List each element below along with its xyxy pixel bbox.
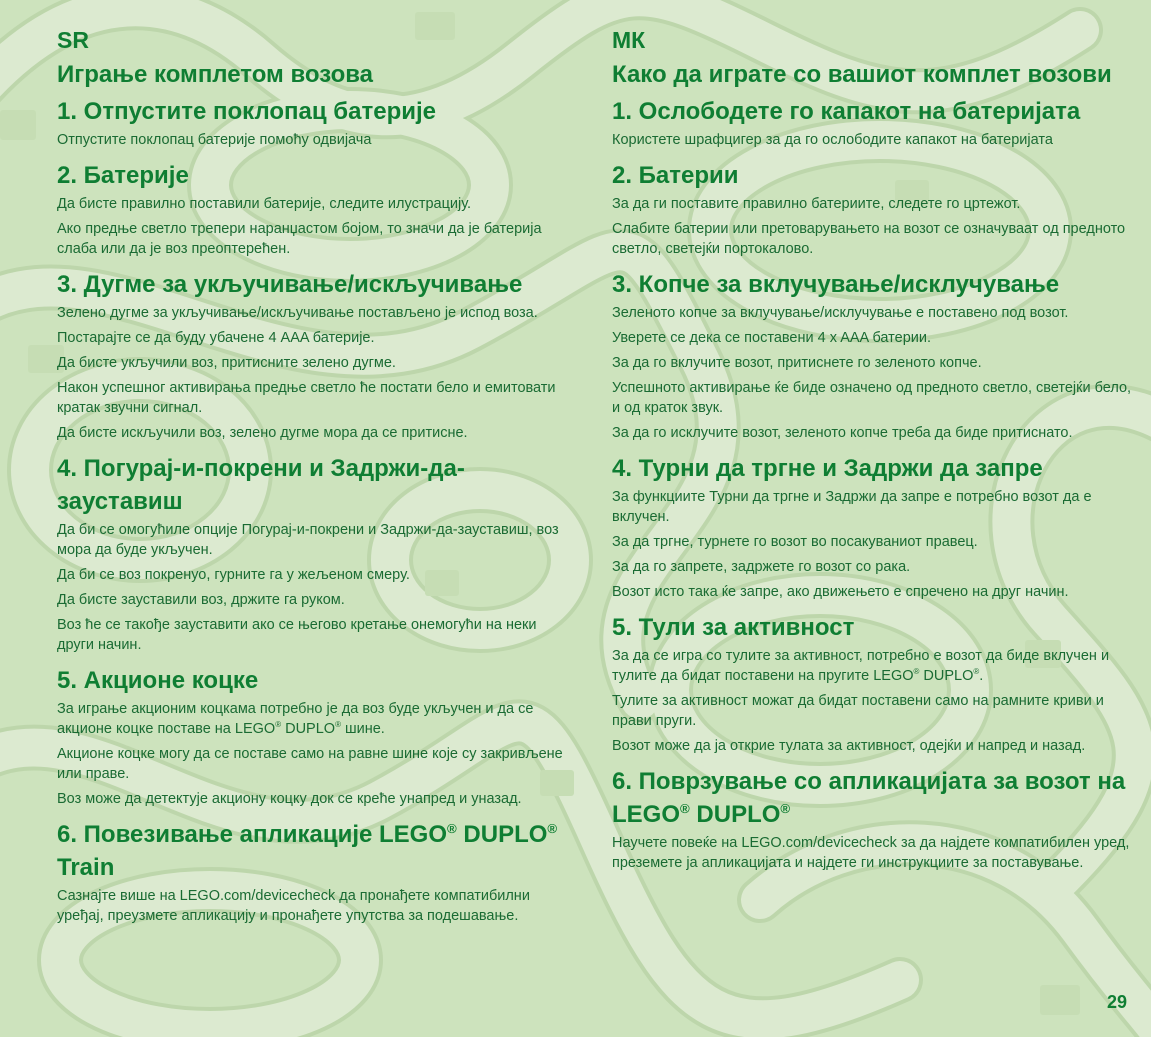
instruction-paragraph: Слабите батерии или претоварувањето на возот се означуваат од предното светло, светејќи портокалово. [612, 221, 1126, 257]
instruction-paragraph: Постарајте се да буду убачене 4 AAA батерије. [57, 330, 375, 346]
instruction-section [612, 765, 1132, 873]
instruction-section [612, 95, 1132, 150]
instruction-section [57, 452, 577, 655]
instruction-paragraph: Уверете се дека се поставени 4 x AAA батерии. [612, 330, 931, 346]
instruction-section [57, 268, 577, 443]
instruction-paragraph: За да ги поставите правилно батериите, следете го цртежот. [612, 196, 1021, 212]
section-title: Играње комплетом возова [57, 61, 374, 88]
instruction-section [612, 268, 1132, 443]
instruction-paragraph: За функциите Турни да тргне и Задржи да запре е потребно возот да е вклучен. [612, 489, 1092, 525]
instruction-paragraph: Отпустите поклопац батерије помоћу одвијача [57, 132, 372, 148]
registered-mark: ® [780, 801, 791, 816]
section-heading: 3. Копче за вклучување/исклучување [612, 271, 1060, 298]
section-heading: 6. Поврзување со апликацијата за возот на LEGO® DUPLO® [612, 768, 1126, 828]
registered-mark: ® [680, 801, 690, 816]
section-heading: 4. Турни да тргне и Задржи да запре [612, 455, 1043, 482]
section-heading: 2. Батерије [57, 162, 189, 189]
instruction-paragraph: Воз може да детектује акциону коцку док се креће унапред и уназад. [57, 791, 522, 807]
instruction-section [612, 611, 1132, 756]
section-heading: 1. Ослободете го капакот на батеријата [612, 98, 1081, 125]
section-heading: 2. Батерии [612, 162, 739, 189]
section-heading: 5. Акционе коцке [57, 667, 259, 694]
registered-mark: ® [913, 667, 920, 677]
section-heading: 4. Погурај-и-покрени и Задржи-да-зауставиш [57, 455, 465, 515]
instruction-paragraph: Да би се воз покренуо, гурните га у жељеном смеру. [57, 567, 410, 583]
column-macedonian [612, 28, 1132, 882]
section-heading: 6. Повезивање апликације LEGO® DUPLO® Train [57, 821, 558, 881]
instruction-paragraph: За да го исклучите возот, зеленото копче треба да биде притиснато. [612, 425, 1073, 441]
instruction-paragraph: Да бисте укључили воз, притисните зелено дугме. [57, 355, 396, 371]
sections-list [612, 95, 1132, 873]
sections-list [57, 95, 577, 926]
registered-mark: ® [447, 821, 457, 836]
instruction-paragraph: Акционе коцке могу да се поставе само на равне шине које су закривљене или праве. [57, 746, 563, 782]
instruction-paragraph: Да бисте искључили воз, зелено дугме мора да се притисне. [57, 425, 468, 441]
section-heading: 5. Тули за активност [612, 614, 855, 641]
section-title: Како да играте со вашиот комплет возови [612, 61, 1112, 88]
instruction-paragraph: Воз ће се такође зауставити ако се његово кретање онемогући на неки други начин. [57, 617, 537, 653]
instruction-paragraph: Да би се омогућиле опције Погурај-и-покрени и Задржи-да-зауставиш, воз мора да буде укључен. [57, 522, 559, 558]
instruction-paragraph: Успешното активирање ќе биде означено од предното светло, светејќи бело, и од краток звук. [612, 380, 1132, 416]
instruction-paragraph: Да бисте правилно поставили батерије, следите илустрацију. [57, 196, 472, 212]
instruction-section [57, 95, 577, 150]
instruction-section [612, 159, 1132, 259]
instruction-paragraph: Након успешног активирања предње светло ће постати бело и емитовати кратак звучни сигнал. [57, 380, 556, 416]
registered-mark: ® [335, 720, 341, 730]
registered-mark: ® [973, 667, 980, 677]
language-code: МК [612, 27, 646, 53]
instruction-paragraph: Да бисте зауставили воз, држите га руком. [57, 592, 345, 608]
instruction-paragraph: Зелено дугме за укључивање/искључивање постављено је испод воза. [57, 305, 538, 321]
instruction-paragraph: За играње акционим коцкама потребно је да воз буде укључен и да се акционе коцке поставе на LEGO® DUPLO® шине. [57, 701, 534, 737]
page-number: 29 [1106, 992, 1127, 1012]
instruction-paragraph: За да го запрете, задржете го возот со рака. [612, 559, 911, 575]
instruction-paragraph: За да го вклучите возот, притиснете го зеленото копче. [612, 355, 982, 371]
instruction-paragraph: Научете повеќе на LEGO.com/devicecheck за да најдете компатибилен уред, преземете ја апликацијата и најдете ги инструкциите за поставување. [612, 835, 1130, 871]
language-code: SR [57, 27, 89, 53]
section-heading: 3. Дугме за укључивање/искључивање [57, 271, 523, 298]
instruction-paragraph: Возот исто така ќе запре, ако движењето е спречено на друг начин. [612, 584, 1069, 600]
instruction-paragraph: За да тргне, турнете го возот во посакуваниот правец. [612, 534, 978, 550]
column-serbian [57, 28, 577, 935]
section-heading: 1. Отпустите поклопац батерије [57, 98, 436, 125]
instruction-section [57, 159, 577, 259]
instruction-paragraph: Користете шрафцигер за да го ослободите капакот на батеријата [612, 132, 1053, 148]
instruction-paragraph: Возот може да ја открие тулата за активност, одејќи и напред и назад. [612, 738, 1086, 754]
instruction-paragraph: Зеленото копче за вклучување/исклучување е поставено под возот. [612, 305, 1069, 321]
instruction-paragraph: Ако предње светло трепери наранџастом бојом, то значи да је батерија слаба или да је воз преоптерећен. [57, 221, 542, 257]
registered-mark: ® [275, 720, 282, 730]
instruction-paragraph: Тулите за активност можат да бидат поставени само на рамните криви и прави пруги. [612, 693, 1104, 729]
registered-mark: ® [547, 821, 558, 836]
instruction-paragraph: За да се игра со тулите за активност, потребно е возот да биде вклучен и тулите да бидат поставени на пругите LEGO® DUPLO®. [612, 648, 1110, 684]
instruction-section [612, 452, 1132, 602]
instruction-section [57, 818, 577, 926]
instruction-paragraph: Сазнајте више на LEGO.com/devicecheck да пронађете компатибилни уређај, преузмете апликацију и пронађете упутства за подешавање. [57, 888, 530, 924]
instruction-section [57, 664, 577, 809]
